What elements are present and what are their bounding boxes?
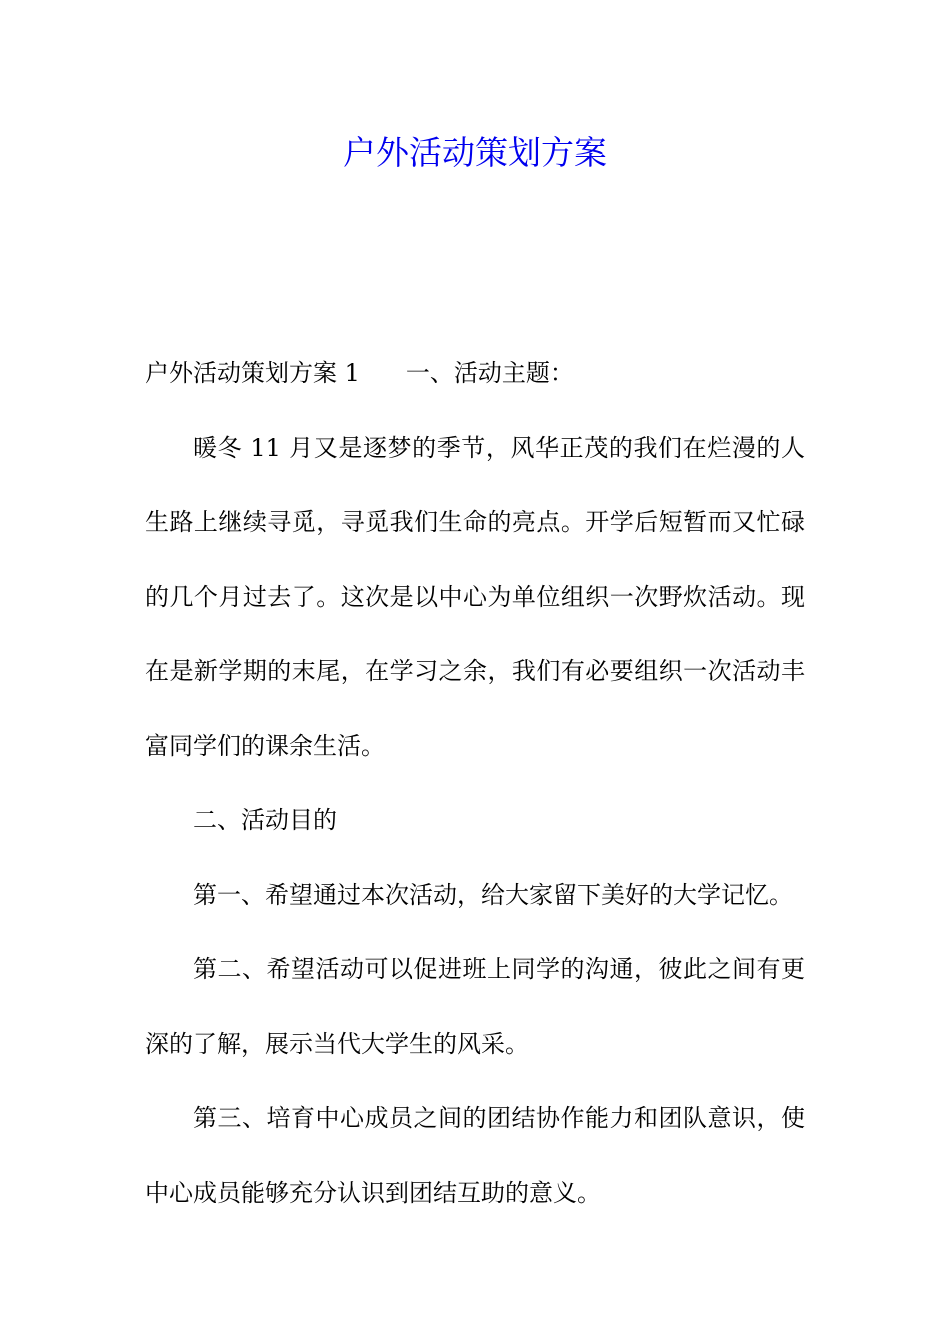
document-body — [145, 336, 805, 1230]
section-label: 户外活动策划方案 1 — [145, 359, 360, 387]
document-title: 户外活动策划方案 — [343, 133, 607, 172]
goal-paragraph-1: 第一、希望通过本次活动，给大家留下美好的大学记忆。 — [193, 880, 793, 909]
section-intro-line — [145, 336, 805, 411]
goal-heading: 二、活动目的 — [193, 806, 337, 834]
theme-paragraph: 暖冬 11 月又是逐梦的季节，风华正茂的我们在烂漫的人生路上继续寻觅，寻觅我们生命的亮点。开学后短暂而又忙碌的几个月过去了。这次是以中心为单位组织一次野炊活动。现在是新学期的末尾，在学习之余，我们有必要组织一次活动丰富同学们的课余生活。 — [145, 433, 805, 760]
theme-heading: 一、活动主题： — [405, 359, 574, 387]
goal-paragraph-2: 第二、希望活动可以促进班上同学的沟通，彼此之间有更深的了解，展示当代大学生的风采。 — [145, 955, 805, 1058]
goal-paragraph-3: 第三、培育中心成员之间的团结协作能力和团队意识，使中心成员能够充分认识到团结互助的意义。 — [145, 1104, 805, 1207]
